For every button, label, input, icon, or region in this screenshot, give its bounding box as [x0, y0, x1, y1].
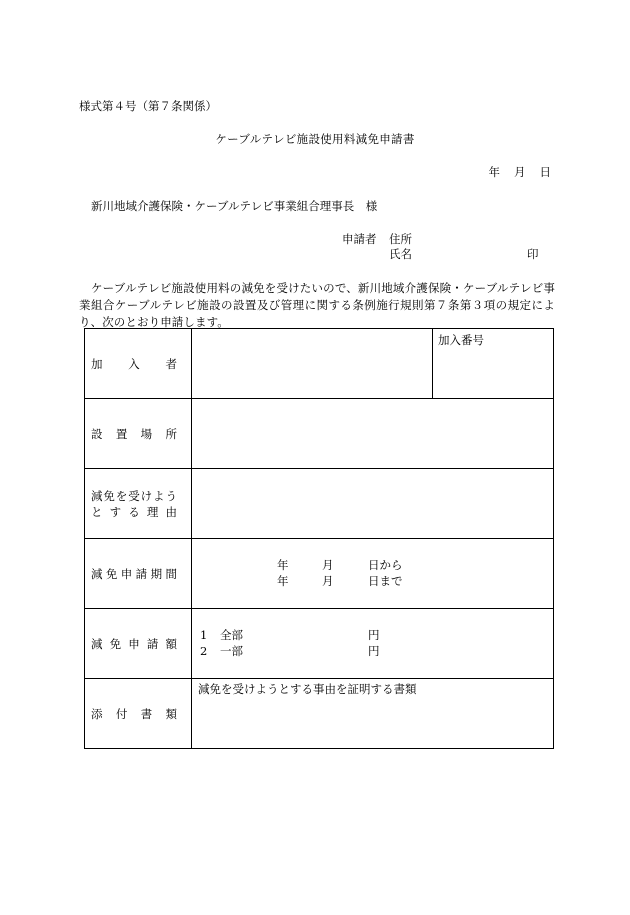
applicant-name-label: 氏名 [389, 247, 412, 261]
label-char: 減 [91, 566, 103, 581]
attachment-field[interactable] [192, 679, 554, 749]
label-char: 類 [165, 706, 177, 721]
label-char: と [91, 504, 103, 519]
label-char: よ [153, 488, 165, 503]
label-char: 設 [91, 426, 103, 441]
attachment-row [85, 679, 554, 749]
label-char: る [128, 504, 140, 519]
subscriber-number-field[interactable] [433, 329, 554, 399]
location-label [85, 399, 192, 469]
reason-field[interactable] [192, 469, 554, 539]
label-char: 場 [140, 426, 153, 441]
period-to-month: 月 [322, 573, 334, 588]
amount-field[interactable] [192, 609, 554, 679]
document-title: ケーブルテレビ施設使用料減免申請書 [215, 132, 415, 146]
subscriber-label [85, 329, 192, 399]
period-label [85, 539, 192, 609]
label-char: 間 [165, 566, 177, 581]
subscriber-number-label: 加入番号 [438, 333, 484, 347]
label-char: 所 [165, 426, 177, 441]
reason-label [85, 469, 192, 539]
amount-label [85, 609, 192, 679]
period-to-text: 日まで [368, 573, 403, 588]
label-char: を [115, 488, 128, 503]
amount-option2-label[interactable]: 一部 [220, 643, 243, 658]
body-text: ケーブルテレビ施設使用料の減免を受けたいので、新川地域介護保険・ケーブルテレビ事業組合ケーブルテレビ施設の設置及び管理に関する条例施行規則第７条第３項の規定により、次のとおり申請します。 [79, 281, 555, 329]
label-char: す [109, 504, 122, 519]
label-char: 理 [146, 504, 159, 519]
date-month: 月 [514, 165, 526, 179]
date-day: 日 [539, 165, 551, 179]
date-year: 年 [488, 165, 500, 179]
label-char: 免 [103, 488, 115, 503]
label-char: 減 [91, 636, 103, 651]
period-to-year: 年 [277, 573, 289, 588]
label-char: 免 [109, 636, 122, 651]
label-char: 書 [140, 706, 153, 721]
date-line [489, 167, 552, 179]
amount-option1-yen: 円 [368, 627, 380, 642]
period-from-year: 年 [277, 557, 289, 572]
amount-option2-number: 2 [200, 643, 208, 658]
location-field[interactable] [192, 399, 554, 469]
label-char: 免 [105, 566, 118, 581]
label-char: 申 [120, 566, 133, 581]
attachment-description: 減免を受けようとする事由を証明する書類 [198, 682, 417, 696]
label-char: 申 [128, 636, 140, 651]
applicant-label: 申請者 [342, 232, 377, 246]
addressee: 新川地域介護保険・ケーブルテレビ事業組合理事長 様 [91, 199, 378, 213]
label-char: 額 [165, 636, 177, 651]
label-char: 者 [165, 356, 177, 371]
label-char: け [140, 488, 153, 503]
label-char: 加 [91, 356, 103, 371]
application-form-table [84, 328, 554, 749]
label-char: 由 [165, 504, 177, 519]
label-char: 添 [91, 706, 103, 721]
period-from-month: 月 [322, 557, 334, 572]
label-char: 入 [128, 356, 140, 371]
amount-option2-yen: 円 [368, 643, 380, 658]
amount-row [85, 609, 554, 679]
label-char: 減 [91, 488, 103, 503]
subscriber-row [85, 329, 554, 399]
period-from-text: 日から [368, 557, 403, 572]
label-char: 受 [128, 488, 140, 503]
subscriber-name-field[interactable] [192, 329, 433, 399]
amount-option1-number: 1 [200, 627, 208, 642]
label-char: 付 [115, 706, 128, 721]
period-field[interactable] [192, 539, 554, 609]
amount-option1-label[interactable]: 全部 [220, 627, 243, 642]
label-char: 期 [150, 566, 163, 581]
label-char: 請 [135, 566, 148, 581]
reason-row [85, 469, 554, 539]
applicant-address-label: 住所 [389, 232, 412, 246]
period-row [85, 539, 554, 609]
location-row [85, 399, 554, 469]
attachment-label [85, 679, 192, 749]
label-char: 請 [146, 636, 159, 651]
form-number: 様式第４号（第７条関係） [79, 99, 217, 113]
label-char: う [165, 488, 177, 503]
label-char: 置 [115, 426, 128, 441]
seal-mark: 印 [527, 247, 539, 261]
